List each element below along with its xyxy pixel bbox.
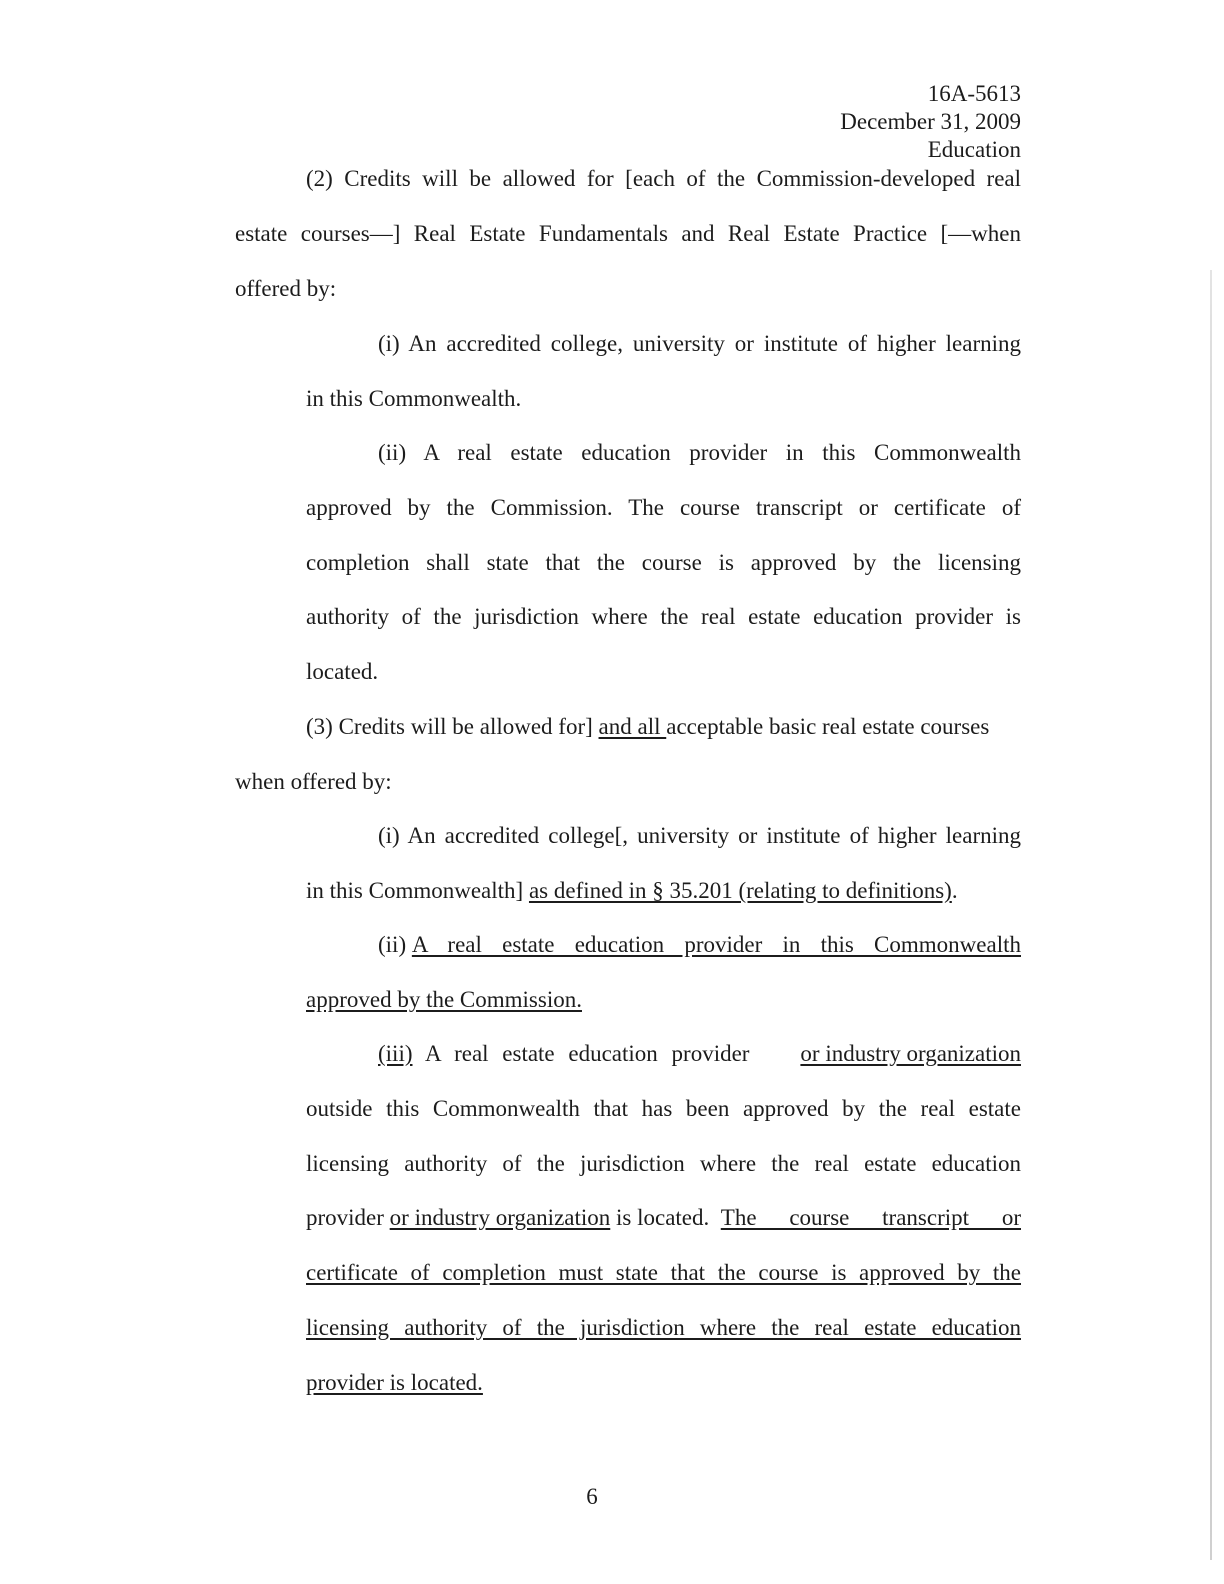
paragraph-3-iii-provider-text: provider (306, 1205, 390, 1230)
paragraph-3-iii-line-5 (306, 1258, 1021, 1288)
paragraph-3-i-line-2 (306, 876, 958, 906)
paragraph-3-iii-inserted-org: or industry organization (389, 1205, 611, 1230)
paragraph-3-iii-inserted-text: or industry organization (800, 1041, 1021, 1066)
paragraph-3-ii-label: (ii) (378, 932, 412, 957)
document-header (840, 80, 1021, 164)
scan-edge-shadow (1210, 270, 1212, 1560)
paragraph-3-iii-line-6 (306, 1313, 1021, 1343)
paragraph-2-line-1: (2) Credits will be allowed for [each of the Commission-developed real (306, 166, 1021, 191)
paragraph-3-bracketed-text: (3) Credits will be allowed for] (306, 714, 599, 739)
paragraph-2-line-3: offered by: (235, 276, 337, 301)
paragraph-3-iii-line-2: outside this Commonwealth that has been approved by the real estate (306, 1096, 1021, 1121)
paragraph-3-i-inserted-text: as defined in § 35.201 (relating to definitions) (528, 878, 952, 903)
paragraph-3-iii-line-7 (306, 1368, 483, 1398)
paragraph-2-ii-line-4: authority of the jurisdiction where the real estate education provider is (306, 604, 1021, 629)
paragraph-3-i-period: . (951, 878, 958, 903)
paragraph-3-iii-inserted-text-6: licensing authority of the jurisdiction where the real estate education (306, 1315, 1021, 1340)
paragraph-3-iii-label: (iii) (378, 1041, 413, 1066)
paragraph-2-line-2: estate courses—] Real Estate Fundamentals and Real Estate Practice [—when (235, 221, 1021, 246)
document-number: 16A-5613 (927, 81, 1021, 106)
paragraph-2-ii-line-2: approved by the Commission. The course transcript or certificate of (306, 495, 1021, 520)
paragraph-3-line-1 (306, 712, 989, 742)
paragraph-3-i-deleted-text: in this Commonwealth] (306, 878, 529, 903)
paragraph-3-i-line-1: (i) An accredited college[, university or institute of higher learning (378, 823, 1021, 848)
paragraph-3-line-2: when offered by: (235, 769, 392, 794)
paragraph-3-iii-inserted-transcript: The course transcript or (720, 1205, 1021, 1230)
paragraph-2-ii-line-5: located. (306, 659, 379, 684)
paragraph-3-inserted-text: and all (598, 714, 667, 739)
paragraph-3-iii-line-1 (378, 1039, 1021, 1069)
paragraph-3-iii-line-4 (306, 1203, 1021, 1233)
paragraph-3-iii-inserted-text-7: provider is located. (306, 1370, 483, 1395)
paragraph-3-text: acceptable basic real estate courses (666, 714, 990, 739)
paragraph-2-ii-line-1: (ii) A real estate education provider in this Commonwealth (378, 440, 1021, 465)
paragraph-2-ii-line-3: completion shall state that the course is approved by the licensing (306, 550, 1021, 575)
paragraph-3-iii-line-3: licensing authority of the jurisdiction where the real estate education (306, 1151, 1021, 1176)
paragraph-3-ii-inserted-text-2: approved by the Commission. (306, 987, 582, 1012)
paragraph-3-iii-located-text: is located. (610, 1205, 721, 1230)
document-section: Education (927, 137, 1021, 162)
paragraph-3-iii-inserted-text-5: certificate of completion must state that the course is approved by the (306, 1260, 1021, 1285)
paragraph-3-ii-inserted-text: A real estate education provider in this Commonwealth (411, 932, 1021, 957)
paragraph-2-i-line-2: in this Commonwealth. (306, 386, 522, 411)
paragraph-3-iii-text: A real estate education provider (412, 1041, 764, 1066)
paragraph-3-ii-line-1 (378, 930, 1021, 960)
paragraph-3-ii-line-2 (306, 985, 582, 1015)
document-date: December 31, 2009 (840, 109, 1021, 134)
paragraph-2-i-line-1: (i) An accredited college, university or institute of higher learning (378, 331, 1021, 356)
page-number: 6 (586, 1484, 598, 1509)
